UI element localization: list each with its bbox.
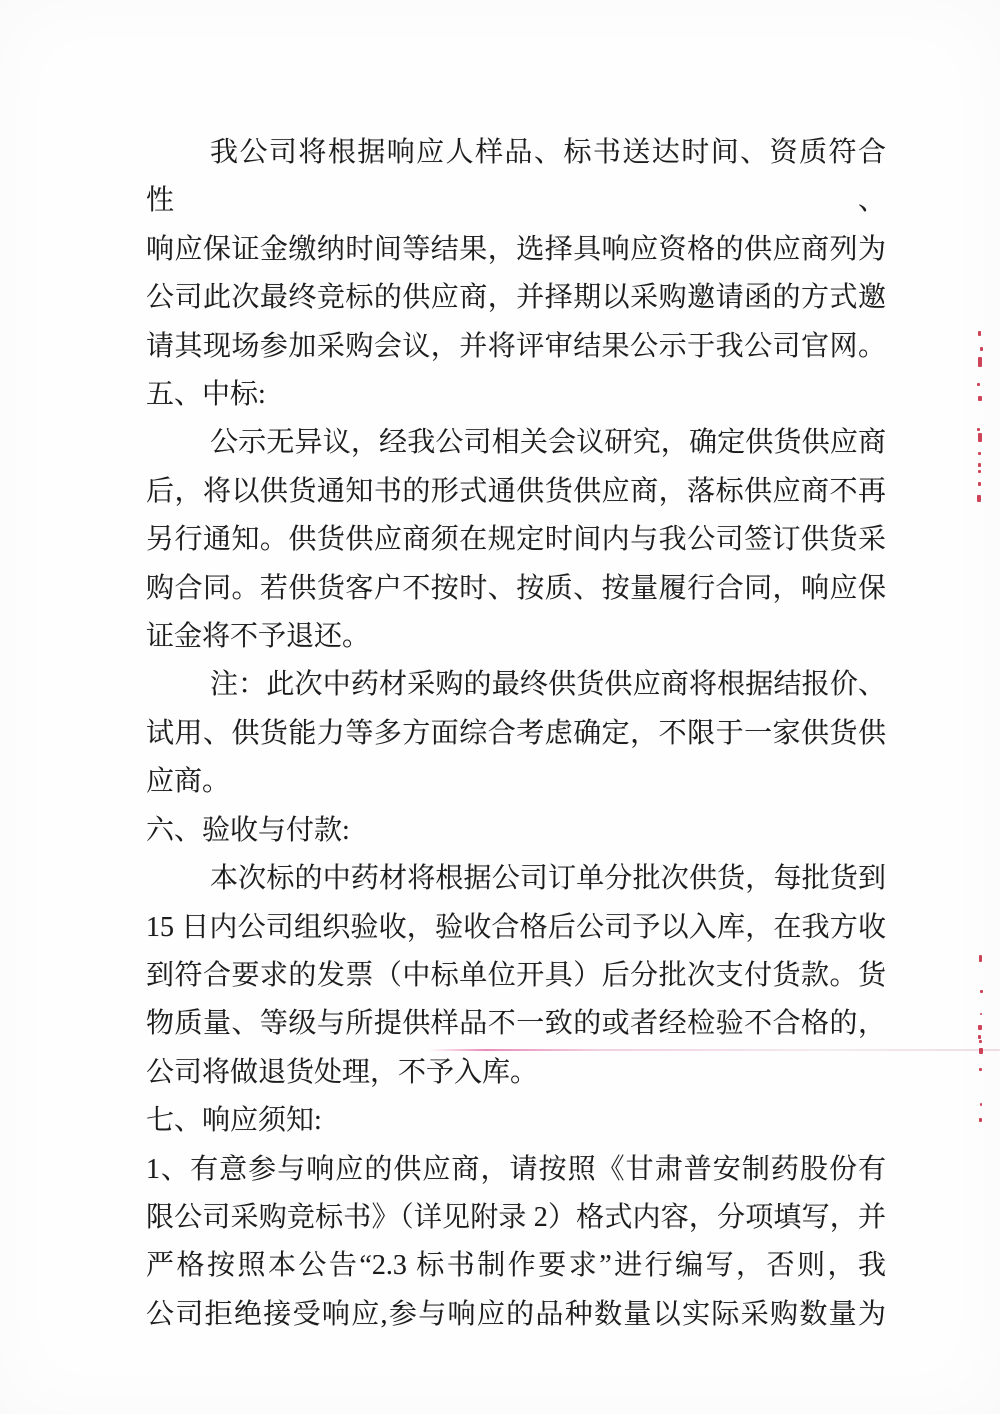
- document-line: 七、响应须知:: [146, 1105, 322, 1137]
- scan-speck-artifact: [978, 1025, 982, 1030]
- scan-speck-artifact: [978, 482, 981, 486]
- document-line: 1、有意参与响应的供应商，请按照《甘肃普安制药股份有: [146, 1153, 886, 1185]
- document-line: 限公司采购竞标书》（详见附录 2）格式内容，分项填写，并: [146, 1201, 886, 1233]
- document-line: 15 日内公司组织验收，验收合格后公司予以入库，在我方收: [146, 911, 886, 943]
- scan-speck-artifact: [980, 1103, 982, 1106]
- scan-speck-artifact: [977, 495, 981, 502]
- scan-speck-artifact: [979, 1048, 983, 1054]
- document-line: 我公司将根据响应人样品、标书送达时间、资质符合性、: [146, 137, 886, 217]
- scan-speck-artifact: [978, 1035, 981, 1039]
- scan-speck-artifact: [979, 1118, 982, 1122]
- document-line: 公司拒绝接受响应,参与响应的品种数量以实际采购数量为: [146, 1298, 886, 1330]
- scan-speck-artifact: [980, 990, 983, 993]
- document-line: 六、验收与付款:: [146, 814, 350, 846]
- scan-speck-artifact: [977, 383, 980, 386]
- document-line: 购合同。若供货客户不按时、按质、按量履行合同，响应保: [146, 572, 886, 604]
- scan-speck-artifact: [978, 470, 981, 473]
- document-line: 注：此次中药材采购的最终供货供应商将根据结报价、: [210, 669, 886, 701]
- scan-speck-artifact: [979, 1068, 982, 1071]
- document-line: 后，将以供货通知书的形式通供货供应商，落标供应商不再: [146, 475, 886, 507]
- document-line: 请其现场参加采购会议，并将评审结果公示于我公司官网。: [146, 330, 886, 362]
- scan-speck-artifact: [978, 331, 981, 336]
- document-line: 公示无异议，经我公司相关会议研究，确定供货供应商: [210, 427, 886, 459]
- scan-speck-artifact: [978, 396, 982, 401]
- document-line: 应商。: [146, 766, 231, 798]
- document-line: 响应保证金缴纳时间等结果，选择具响应资格的供应商列为: [146, 233, 886, 265]
- document-line: 公司将做退货处理，不予入库。: [146, 1056, 539, 1088]
- scan-speck-artifact: [979, 1040, 982, 1043]
- scan-speck-artifact: [977, 428, 980, 431]
- document-line: 证金将不予退还。: [146, 621, 371, 653]
- document-line: 本次标的中药材将根据公司订单分批次供货，每批货到: [210, 863, 886, 895]
- document-line: 试用、供货能力等多方面综合考虑确定，不限于一家供货供: [146, 717, 886, 749]
- document-line: 到符合要求的发票（中标单位开具）后分批次支付货款。货: [146, 959, 886, 991]
- document-line: 五、中标:: [146, 379, 266, 411]
- scan-speck-artifact: [978, 357, 982, 367]
- document-line: 另行通知。供货供应商须在规定时间内与我公司签订供货采: [146, 524, 886, 556]
- document-lines: [146, 129, 886, 1339]
- document-line: 公司此次最终竞标的供应商，并择期以采购邀请函的方式邀: [146, 282, 886, 314]
- scan-speck-artifact: [979, 955, 982, 962]
- document-line: 严格按照本公告“2.3 标书制作要求”进行编写，否则，我: [146, 1250, 886, 1282]
- pink-scan-line-artifact: [428, 1049, 1000, 1051]
- scan-speck-artifact: [980, 347, 983, 351]
- scan-speck-artifact: [978, 433, 982, 442]
- document-line: 物质量、等级与所提供样品不一致的或者经检验不合格的，: [146, 1008, 886, 1040]
- scan-speck-artifact: [978, 463, 981, 467]
- scan-speck-artifact: [980, 1013, 982, 1015]
- scan-speck-artifact: [978, 452, 981, 455]
